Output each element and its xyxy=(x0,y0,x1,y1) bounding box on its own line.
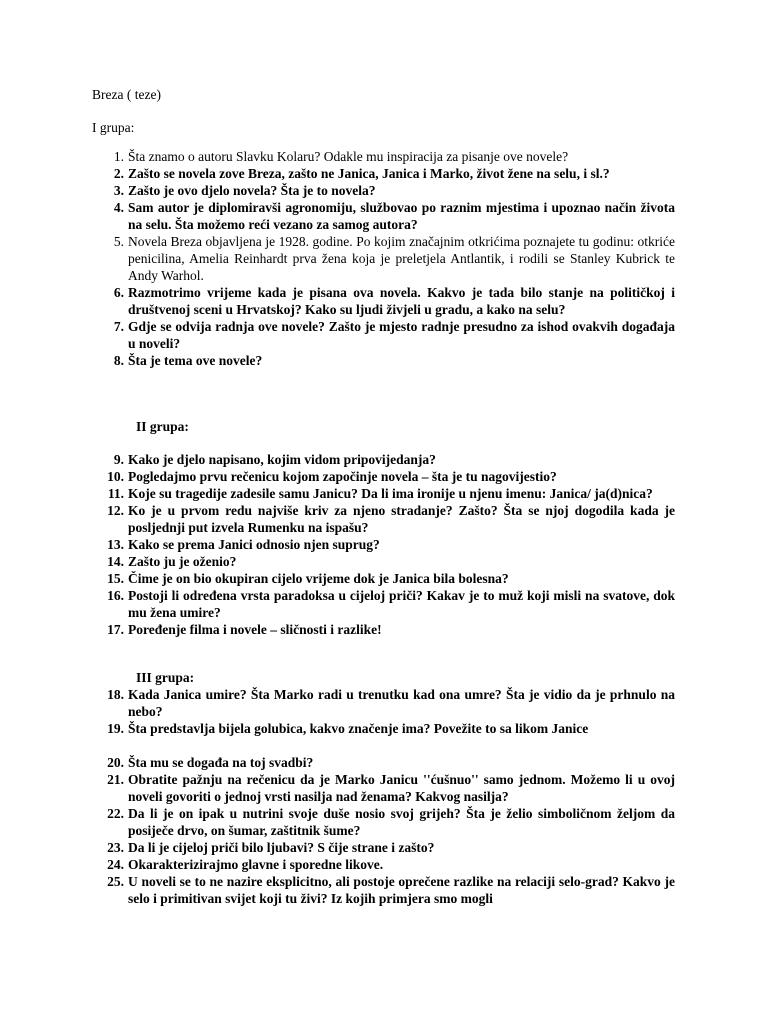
question-item: 23. Da li je cijeloj priči bilo ljubavi? S čije strane i zašto? xyxy=(107,840,435,855)
question-text: Zašto je ovo djelo novela? Šta je to novela? xyxy=(128,183,376,198)
document-title: Breza ( teze) xyxy=(92,87,161,102)
question-item: 8. Šta je tema ove novele? xyxy=(113,353,263,368)
question-item: 21. Obratite pažnju na rečenicu da je Marko Janicu ''ćušnuo'' samo jednom. Možemo li u ovoj noveli govoriti o jednoj vrsti nasilja nad ženama? Kakvog nasilja? xyxy=(107,772,675,804)
group-2-heading: II grupa: xyxy=(136,419,189,434)
question-text: Da li je cijeloj priči bilo ljubavi? S čije strane i zašto? xyxy=(128,840,435,855)
question-text: Šta je tema ove novele? xyxy=(128,353,263,368)
group-1-heading: I grupa: xyxy=(92,120,135,135)
question-text: Da li je on ipak u nutrini svoje duše nosio svoj grijeh? Šta je želio simboličnom željom da posiječe drvo, on šumar, zaštitnik šume? xyxy=(128,806,675,838)
question-text: Kako se prema Janici odnosio njen suprug? xyxy=(128,537,380,552)
question-item: 10. Pogledajmo prvu rečenicu kojom započinje novela – šta je tu nagovijestio? xyxy=(107,469,557,484)
question-item: 9. Kako je djelo napisano, kojim vidom pripovijedanja? xyxy=(113,452,436,467)
question-text: Sam autor je diplomiravši agronomiju, službovao po raznim mjestima i upoznao način života na selu. Šta možemo reći vezano za samog autora? xyxy=(128,200,675,232)
question-item: 25. U noveli se to ne nazire eksplicitno, ali postoje oprečene razlike na relaciji selo-grad? Kakvo je selo i primitivan svijet koji tu živi? Iz kojih primjera smo mogli xyxy=(107,874,675,906)
question-item: 1. Šta znamo o autoru Slavku Kolaru? Odakle mu inspiracija za pisanje ove novele? xyxy=(113,149,569,164)
question-list-group-3 xyxy=(107,686,675,907)
question-item: 22. Da li je on ipak u nutrini svoje duše nosio svoj grijeh? Šta je želio simboličnom željom da posiječe drvo, on šumar, zaštitnik šume? xyxy=(107,806,675,838)
question-item: 15. Čime je on bio okupiran cijelo vrijeme dok je Janica bila bolesna? xyxy=(107,571,509,586)
question-text: Kako je djelo napisano, kojim vidom pripovijedanja? xyxy=(128,452,436,467)
question-item: 24. Okarakterizirajmo glavne i sporedne likove. xyxy=(107,857,384,872)
question-item: 13. Kako se prema Janici odnosio njen suprug? xyxy=(107,537,380,552)
question-item: 12. Ko je u prvom redu najviše kriv za njeno stradanje? Zašto? Šta se njoj dogodila kada je posljednji put izvela Rumenku na ispašu? xyxy=(107,503,675,535)
question-item: 5. Novela Breza objavljena je 1928. godine. Po kojim značajnim otkrićima poznajete tu godinu: otkriće penicilina, Amelia Reinhardt prva žena koja je preletjela Antlantik, i rodili se Stanley Kubrick te Andy Warhol. xyxy=(113,234,675,283)
question-item: 6. Razmotrimo vrijeme kada je pisana ova novela. Kakvo je tada bilo stanje na političkoj i društvenoj sceni u Hrvatskoj? Kako su ljudi živjeli u gradu, a kako na selu? xyxy=(113,285,675,317)
question-item: 16. Postoji li određena vrsta paradoksa u cijeloj priči? Kakav je to muž koji misli na svatove, dok mu žena umire? xyxy=(107,588,675,620)
question-item: 20. Šta mu se događa na toj svadbi? xyxy=(107,755,314,770)
question-text: Okarakterizirajmo glavne i sporedne likove. xyxy=(128,857,384,872)
question-item: 4. Sam autor je diplomiravši agronomiju, službovao po raznim mjestima i upoznao način života na selu. Šta možemo reći vezano za samog autora? xyxy=(113,200,675,232)
question-text: Zašto se novela zove Breza, zašto ne Janica, Janica i Marko, život žene na selu, i sl.? xyxy=(128,166,610,181)
question-item: 11. Koje su tragedije zadesile samu Janicu? Da li ima ironije u njenu imenu: Janica/ ja(d)nica? xyxy=(107,486,653,501)
question-text: Zašto ju je oženio? xyxy=(128,554,237,569)
question-item: 19. Šta predstavlja bijela golubica, kakvo značenje ima? Povežite to sa likom Janice xyxy=(107,721,589,736)
question-item: 18. Kada Janica umire? Šta Marko radi u trenutku kad ona umre? Šta je vidio da je prhnulo na nebo? xyxy=(107,687,675,719)
question-item: 7. Gdje se odvija radnja ove novele? Zašto je mjesto radnje presudno za ishod ovakvih događaja u noveli? xyxy=(113,319,675,351)
question-text: Poređenje filma i novele – sličnosti i razlike! xyxy=(128,622,382,637)
question-item: 17. Poređenje filma i novele – sličnosti i razlike! xyxy=(107,622,382,637)
question-item: 2. Zašto se novela zove Breza, zašto ne Janica, Janica i Marko, život žene na selu, i sl.? xyxy=(113,166,610,181)
question-text: Pogledajmo prvu rečenicu kojom započinje novela – šta je tu nagovijestio? xyxy=(128,469,557,484)
question-text: Kada Janica umire? Šta Marko radi u trenutku kad ona umre? Šta je vidio da je prhnulo na nebo? xyxy=(128,687,675,719)
question-text: Razmotrimo vrijeme kada je pisana ova novela. Kakvo je tada bilo stanje na političkoj i društvenoj sceni u Hrvatskoj? Kako su ljudi živjeli u gradu, a kako na selu? xyxy=(128,285,675,317)
question-text: Šta znamo o autoru Slavku Kolaru? Odakle mu inspiracija za pisanje ove novele? xyxy=(128,149,569,164)
group-3-heading: III grupa: xyxy=(136,670,195,685)
question-item: 14. Zašto ju je oženio? xyxy=(107,554,237,569)
question-list-group-2 xyxy=(107,451,675,638)
question-text: Obratite pažnju na rečenicu da je Marko Janicu ''ćušnuo'' samo jednom. Možemo li u ovoj noveli govoriti o jednoj vrsti nasilja nad ženama? Kakvog nasilja? xyxy=(128,772,675,804)
question-text: Novela Breza objavljena je 1928. godine. Po kojim značajnim otkrićima poznajete tu godinu: otkriće penicilina, Amelia Reinhardt prva žena koja je preletjela Antlantik, i rodili se Stanley Kubrick te Andy Warhol. xyxy=(128,234,675,283)
question-text: Gdje se odvija radnja ove novele? Zašto je mjesto radnje presudno za ishod ovakvih događaja u noveli? xyxy=(128,319,675,351)
question-text: Šta mu se događa na toj svadbi? xyxy=(128,755,314,770)
question-list-group-1 xyxy=(113,148,675,369)
question-text: Šta predstavlja bijela golubica, kakvo značenje ima? Povežite to sa likom Janice xyxy=(128,721,589,736)
question-text: Ko je u prvom redu najviše kriv za njeno stradanje? Zašto? Šta se njoj dogodila kada je posljednji put izvela Rumenku na ispašu? xyxy=(128,503,675,535)
question-text: U noveli se to ne nazire eksplicitno, ali postoje oprečene razlike na relaciji selo-grad? Kakvo je selo i primitivan svijet koji tu živi? Iz kojih primjera smo mogli xyxy=(128,874,675,906)
question-text: Koje su tragedije zadesile samu Janicu? Da li ima ironije u njenu imenu: Janica/ ja(d)nica? xyxy=(128,486,653,501)
question-text: Postoji li određena vrsta paradoksa u cijeloj priči? Kakav je to muž koji misli na svatove, dok mu žena umire? xyxy=(128,588,675,620)
question-text: Čime je on bio okupiran cijelo vrijeme dok je Janica bila bolesna? xyxy=(128,571,509,586)
question-item: 3. Zašto je ovo djelo novela? Šta je to novela? xyxy=(113,183,376,198)
